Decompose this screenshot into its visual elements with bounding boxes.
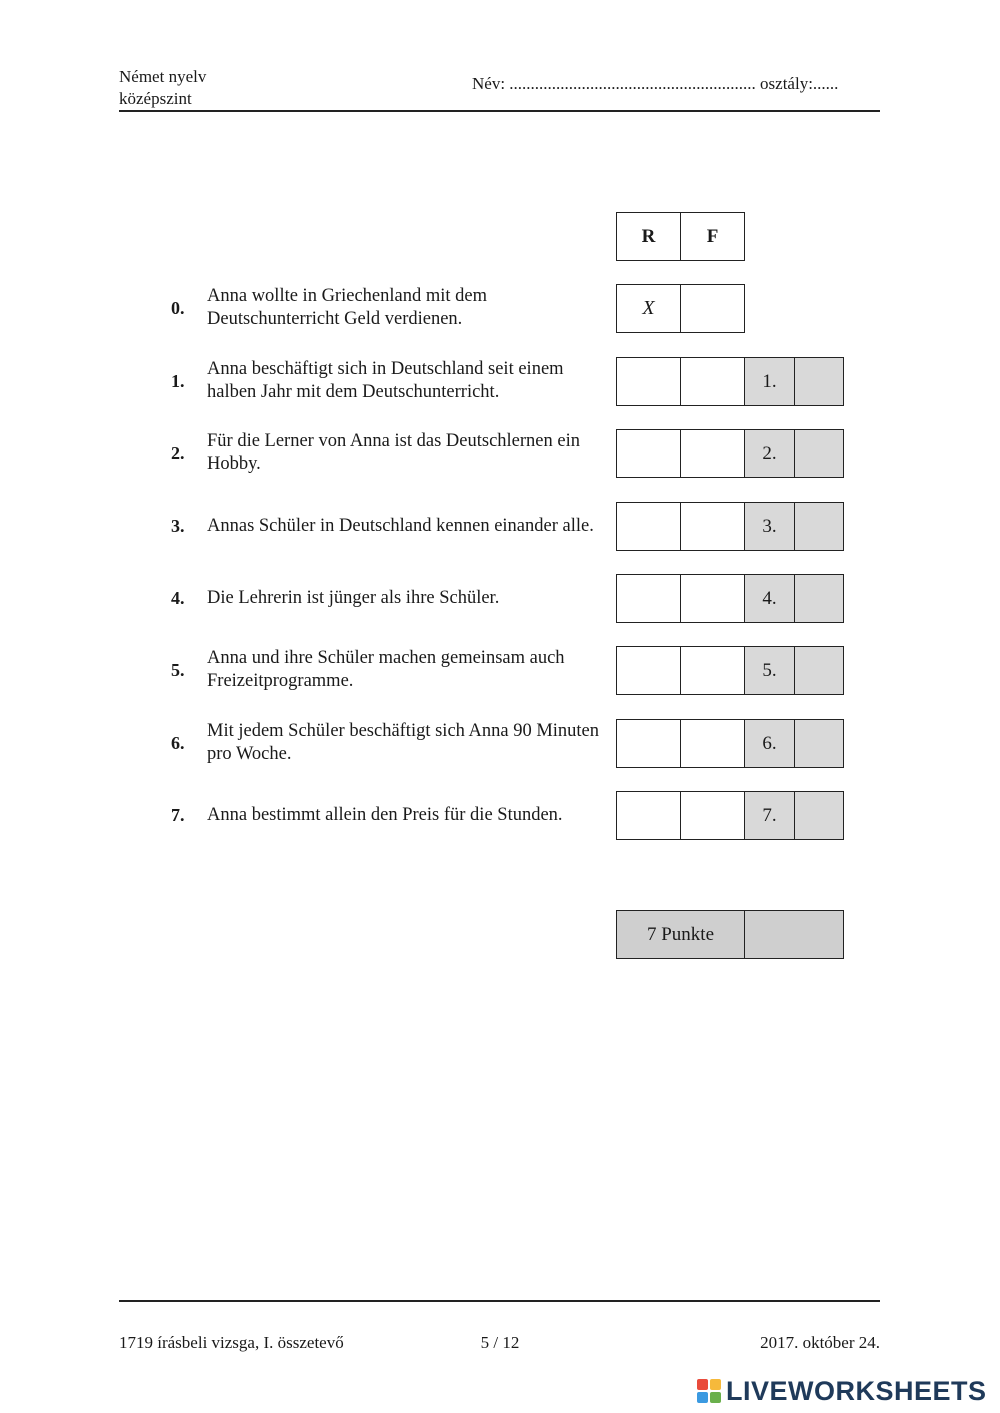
example-number: 0. bbox=[171, 297, 185, 318]
question-statement: Mit jedem Schüler beschäftigt sich Anna 90 Minuten pro Woche. bbox=[207, 721, 600, 764]
name-class-field: Név: .......................................................... osztály:...... bbox=[472, 74, 839, 93]
question-number: 3. bbox=[171, 515, 185, 536]
question-statement: Anna beschäftigt sich in Deutschland seit einem halben Jahr mit dem Deutschunterricht. bbox=[207, 359, 564, 402]
logo-square bbox=[710, 1392, 721, 1403]
answer-box-f[interactable] bbox=[680, 357, 745, 406]
answer-box-f[interactable] bbox=[680, 502, 745, 551]
logo-square bbox=[697, 1392, 708, 1403]
answer-box-r[interactable] bbox=[616, 574, 681, 623]
liveworksheets-logo-icon bbox=[697, 1379, 721, 1403]
score-label: 3. bbox=[744, 502, 795, 551]
answer-box-r[interactable] bbox=[616, 502, 681, 551]
score-box bbox=[794, 574, 844, 623]
total-points-label: 7 Punkte bbox=[616, 910, 745, 959]
question-statement: Anna und ihre Schüler machen gemeinsam auch Freizeitprogramme. bbox=[207, 648, 565, 691]
question-statement: Annas Schüler in Deutschland kennen einander alle. bbox=[207, 515, 594, 536]
question-number: 6. bbox=[171, 732, 185, 753]
score-box bbox=[794, 429, 844, 478]
answer-box-f[interactable] bbox=[680, 791, 745, 840]
score-box bbox=[794, 719, 844, 768]
score-box bbox=[794, 502, 844, 551]
score-label: 2. bbox=[744, 429, 795, 478]
answer-box-r[interactable] bbox=[616, 429, 681, 478]
footer-date: 2017. október 24. bbox=[760, 1333, 880, 1352]
question-number: 1. bbox=[171, 370, 185, 391]
score-label: 1. bbox=[744, 357, 795, 406]
answer-box-r[interactable] bbox=[616, 719, 681, 768]
question-statement: Die Lehrerin ist jünger als ihre Schüler. bbox=[207, 587, 500, 608]
question-statement: Anna bestimmt allein den Preis für die Stunden. bbox=[207, 804, 563, 825]
answer-box-r[interactable] bbox=[616, 646, 681, 695]
subject-block bbox=[119, 66, 206, 110]
question-number: 4. bbox=[171, 587, 185, 608]
example-statement: Anna wollte in Griechenland mit dem Deutschunterricht Geld verdienen. bbox=[207, 286, 487, 329]
score-label: 7. bbox=[744, 791, 795, 840]
question-number: 5. bbox=[171, 659, 185, 680]
footer-page-number: 5 / 12 bbox=[480, 1333, 520, 1352]
subject-level: középszint bbox=[119, 89, 192, 108]
question-number: 7. bbox=[171, 804, 185, 825]
answer-box-f[interactable] bbox=[680, 429, 745, 478]
liveworksheets-logo bbox=[697, 1374, 987, 1408]
question-statement: Für die Lerner von Anna ist das Deutschlernen ein Hobby. bbox=[207, 431, 580, 474]
footer-rule bbox=[119, 1300, 880, 1302]
column-header-f: F bbox=[680, 212, 745, 261]
liveworksheets-logo-text: LIVEWORKSHEETS bbox=[726, 1375, 987, 1406]
logo-square bbox=[697, 1379, 708, 1390]
score-box bbox=[794, 646, 844, 695]
total-points-box bbox=[744, 910, 844, 959]
question-number: 2. bbox=[171, 442, 185, 463]
column-header-r: R bbox=[616, 212, 681, 261]
subject-name: Német nyelv bbox=[119, 67, 207, 86]
answer-box-f[interactable] bbox=[680, 719, 745, 768]
footer-exam-code: 1719 írásbeli vizsga, I. összetevő bbox=[119, 1333, 344, 1352]
score-box bbox=[794, 791, 844, 840]
answer-box-r[interactable] bbox=[616, 791, 681, 840]
answer-box-f[interactable] bbox=[680, 646, 745, 695]
score-box bbox=[794, 357, 844, 406]
score-label: 4. bbox=[744, 574, 795, 623]
score-label: 5. bbox=[744, 646, 795, 695]
example-answer-r: X bbox=[616, 284, 681, 333]
score-label: 6. bbox=[744, 719, 795, 768]
example-answer-f bbox=[680, 284, 745, 333]
answer-box-r[interactable] bbox=[616, 357, 681, 406]
answer-box-f[interactable] bbox=[680, 574, 745, 623]
logo-square bbox=[710, 1379, 721, 1390]
header-rule bbox=[119, 110, 880, 112]
